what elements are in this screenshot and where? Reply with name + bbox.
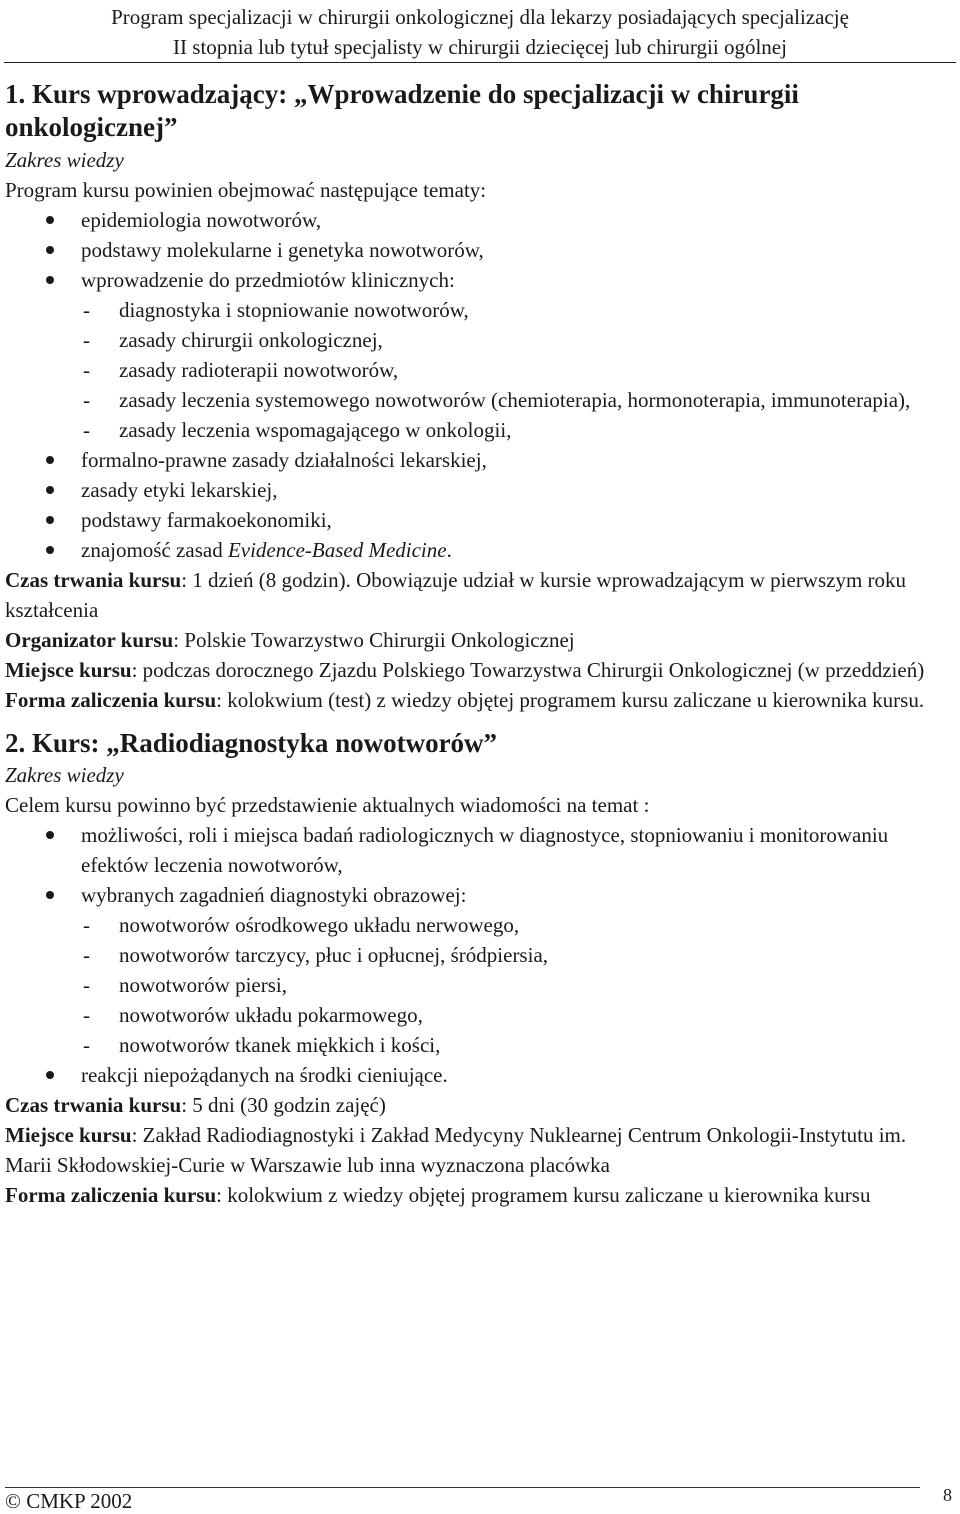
list-item: - zasady leczenia wspomagającego w onkologii, (83, 418, 512, 442)
document-body (5, 78, 956, 1210)
section-1-title: 1. Kurs wprowadzający: „Wprowadzenie do specjalizacji w chirurgii onkologicznej” (5, 79, 799, 142)
list-item: podstawy molekularne i genetyka nowotworów, (5, 235, 956, 265)
list-item: - zasady radioterapii nowotworów, (83, 358, 399, 382)
list-item: - zasady chirurgii onkologicznej, (83, 328, 383, 352)
list-item: wybranych zagadnień diagnostyki obrazowej: (5, 880, 956, 910)
list-item: - nowotworów układu pokarmowego, (83, 1003, 423, 1027)
page-number: 8 (943, 1485, 952, 1505)
section-1-organizer: Organizator kursu: Polskie Towarzystwo Chirurgii Onkologicznej (5, 628, 575, 652)
header-line-1: Program specjalizacji w chirurgii onkologicznej dla lekarzy posiadających specjalizację (111, 5, 849, 29)
list-item: podstawy farmakoekonomiki, (5, 505, 956, 535)
list-item: znajomość zasad Evidence-Based Medicine. (5, 535, 956, 565)
list-item: - nowotworów ośrodkowego układu nerwowego, (83, 913, 520, 937)
section-1-duration: Czas trwania kursu: 1 dzień (8 godzin). Obowiązuje udział w kursie wprowadzającym w pierwszym roku kształcenia (5, 568, 907, 622)
section-1-intro: Program kursu powinien obejmować następujące tematy: (5, 178, 487, 202)
list-item: - nowotworów tarczycy, płuc i opłucnej, śródpiersia, (83, 943, 549, 967)
section-1-place: Miejsce kursu: podczas dorocznego Zjazdu Polskiego Towarzystwa Chirurgii Onkologicznej (w przeddzień) (5, 658, 925, 682)
page-header (0, 2, 960, 62)
list-item: zasady etyki lekarskiej, (5, 475, 956, 505)
section-1-sub-list (5, 295, 956, 445)
list-item: epidemiologia nowotworów, (5, 205, 956, 235)
footer-copyright: © CMKP 2002 (5, 1489, 133, 1513)
section-1-form: Forma zaliczenia kursu: kolokwium (test) z wiedzy objętej programem kursu zaliczane u kierownika kursu. (5, 688, 925, 712)
section-1-bullet-list (5, 205, 956, 295)
list-item: - nowotworów piersi, (83, 973, 287, 997)
section-2-bullet-list (5, 820, 956, 910)
section-1-bullet-list-2 (5, 445, 956, 565)
section-2-place: Miejsce kursu: Zakład Radiodiagnostyki i Zakład Medycyny Nuklearnej Centrum Onkologii-Instytutu im. Marii Skłodowskiej-Curie w Warszawie lub inna wyznaczona placówka (5, 1123, 907, 1177)
list-item: wprowadzenie do przedmiotów klinicznych: (5, 265, 956, 295)
header-rule (4, 62, 956, 63)
list-item: formalno-prawne zasady działalności lekarskiej, (5, 445, 956, 475)
section-1-subhead: Zakres wiedzy (5, 148, 124, 172)
section-2-sub-list (5, 910, 956, 1060)
section-2-title: 2. Kurs: „Radiodiagnostyka nowotworów” (5, 728, 498, 758)
section-2-duration: Czas trwania kursu: 5 dni (30 godzin zajęć) (5, 1093, 386, 1117)
list-item: - diagnostyka i stopniowanie nowotworów, (83, 298, 469, 322)
list-item: - zasady leczenia systemowego nowotworów (chemioterapia, hormonoterapia, immunoterapia), (83, 388, 911, 412)
section-2-intro: Celem kursu powinno być przedstawienie aktualnych wiadomości na temat : (5, 793, 650, 817)
footer-rule (5, 1487, 920, 1488)
section-2-bullet-list-2 (5, 1060, 956, 1090)
section-2-subhead: Zakres wiedzy (5, 763, 124, 787)
header-line-2: II stopnia lub tytuł specjalisty w chirurgii dziecięcej lub chirurgii ogólnej (173, 35, 787, 59)
list-item: możliwości, roli i miejsca badań radiologicznych w diagnostyce, stopniowaniu i monitorowaniu efektów leczenia nowotworów, (5, 820, 956, 880)
list-item: reakcji niepożądanych na środki cieniujące. (5, 1060, 956, 1090)
section-2-form: Forma zaliczenia kursu: kolokwium z wiedzy objętej programem kursu zaliczane u kierownika kursu (5, 1183, 871, 1207)
list-item: - nowotworów tkanek miękkich i kości, (83, 1033, 441, 1057)
